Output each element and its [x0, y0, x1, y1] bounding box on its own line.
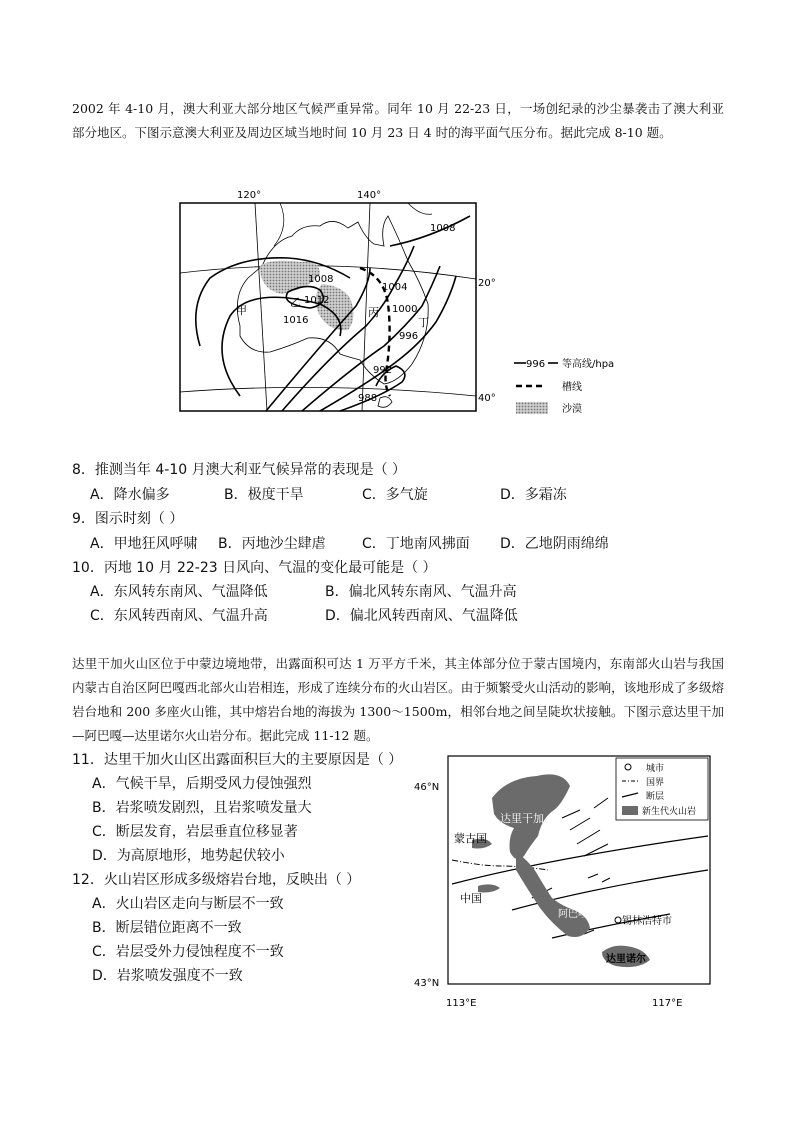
- label-abaga: 阿巴嘎: [558, 909, 588, 920]
- label-china: 中国: [460, 892, 482, 905]
- q10-option-a[interactable]: A．东风转东南风、气温降低: [90, 584, 268, 600]
- q8-stem: 8．推测当年 4-10 月澳大利亚气候异常的表现是（ ）: [72, 462, 407, 478]
- passage-2: 达里干加火山区位于中蒙边境地带，出露面积可达 1 万平方千米，其主体部分位于蒙古国境内，东南部火山岩与我国内蒙古自治区阿巴嘎西北部火山岩相连，形成了连续分布的火山岩区。由于频繁受火山活动的影响，该地形成了多级熔岩台地和 200 多座火山锥，其中熔岩台地的海拔为 1300～1500m，相邻台地之间呈陡坎状接触。下图示意达里干加—阿巴嘎—达里诺尔火山岩分布。据此完成 11-12 题。: [72, 656, 724, 743]
- legend-desert-swatch: [516, 402, 548, 414]
- q12-option-a[interactable]: A．火山岩区走向与断层不一致: [92, 896, 284, 912]
- place-jia: 甲: [236, 304, 247, 317]
- lat-40: 40°: [478, 393, 496, 404]
- label-1000: 1000: [392, 304, 418, 315]
- q12-stem: 12．火山岩区形成多级熔岩台地，反映出（ ）: [72, 872, 361, 888]
- label-xilinhot: 锡林浩特市: [622, 916, 672, 927]
- q11-option-b[interactable]: B．岩浆喷发剧烈，且岩浆喷发量大: [92, 800, 312, 816]
- label-992: 992: [373, 365, 393, 376]
- lon-140: 140°: [357, 190, 382, 201]
- q8-option-d[interactable]: D．多霜冻: [500, 487, 567, 503]
- q11-stem: 11．达里干加火山区出露面积巨大的主要原因是（ ）: [72, 752, 403, 768]
- q11-option-a[interactable]: A．气候干旱，后期受风力侵蚀强烈: [92, 776, 312, 792]
- legend-city: 城市: [646, 764, 665, 774]
- legend-trough-label: 槽线: [562, 382, 582, 393]
- q9-stem: 9．图示时刻（ ）: [72, 511, 184, 527]
- place-bing: 丙: [368, 306, 379, 319]
- q10-option-d[interactable]: D．偏北风转西南风、气温降低: [325, 608, 518, 624]
- q9-option-d[interactable]: D．乙地阴雨绵绵: [500, 536, 609, 552]
- legend-volcanic: 新生代火山岩: [642, 807, 697, 817]
- label-996: 996: [399, 331, 419, 342]
- lon-120: 120°: [237, 190, 262, 201]
- q10-stem: 10．丙地 10 月 22-23 日风向、气温的变化最可能是（ ）: [72, 560, 437, 576]
- q12-option-c[interactable]: C．岩层受外力侵蚀程度不一致: [92, 944, 284, 960]
- place-ding: 丁: [418, 316, 429, 329]
- q10-option-b[interactable]: B．偏北风转东南风、气温升高: [325, 584, 517, 600]
- q8-option-b[interactable]: B．极度干旱: [224, 487, 304, 503]
- q11-option-c[interactable]: C．断层发育，岩层垂直位移显著: [92, 824, 298, 840]
- q11-option-d[interactable]: D．为高原地形，地势起伏较小: [92, 848, 285, 864]
- lat-46: 46°N: [414, 782, 440, 793]
- label-1016: 1016: [283, 315, 309, 326]
- legend-fault: 断层: [646, 792, 665, 802]
- city-xilinhot-marker: [615, 917, 621, 923]
- q10-option-c[interactable]: C．东风转西南风、气温升高: [90, 608, 268, 624]
- label-1008b: 1008: [430, 223, 456, 234]
- passage-1: 2002 年 4-10 月，澳大利亚大部分地区气候严重异常。同年 10 月 22-23 日，一场创纪录的沙尘暴袭击了澳大利亚部分地区。下图示意澳大利亚及周边区域当地时间 10 月 23 日 4 时的海平面气压分布。据此完成 8-10 题。: [72, 101, 724, 140]
- label-1012: 1012: [304, 295, 330, 306]
- legend-isobar-label: 等高线/hpa: [562, 359, 615, 370]
- lon-117: 117°E: [652, 998, 683, 1009]
- label-1008a: 1008: [308, 274, 334, 285]
- legend-desert-label: 沙漠: [562, 404, 582, 415]
- legend-isobar-sample: 996: [526, 359, 546, 370]
- q8-option-a[interactable]: A．降水偏多: [90, 487, 170, 503]
- label-988: 988: [358, 393, 378, 404]
- label-dariganga: 达里干加: [500, 812, 544, 825]
- label-mongolia: 蒙古国: [454, 832, 487, 845]
- australia-pressure-map: [170, 186, 640, 416]
- label-dalinuoer: 达里诺尔: [606, 954, 646, 965]
- label-1004: 1004: [382, 282, 408, 293]
- q8-option-c[interactable]: C．多气旋: [362, 487, 428, 503]
- q12-option-d[interactable]: D．岩浆喷发强度不一致: [92, 968, 243, 984]
- place-yi: 乙: [290, 296, 301, 309]
- legend-border: 国界: [646, 778, 665, 788]
- q9-option-a[interactable]: A．甲地狂风呼啸: [90, 536, 198, 552]
- lat-20: 20°: [478, 278, 496, 289]
- q9-option-b[interactable]: B．丙地沙尘肆虐: [218, 536, 326, 552]
- lat-43: 43°N: [414, 978, 440, 989]
- volcanic-rock-map: [412, 748, 718, 1014]
- q9-option-c[interactable]: C．丁地南风拂面: [362, 536, 470, 552]
- lon-113: 113°E: [446, 998, 477, 1009]
- q12-option-b[interactable]: B．断层错位距离不一致: [92, 920, 242, 936]
